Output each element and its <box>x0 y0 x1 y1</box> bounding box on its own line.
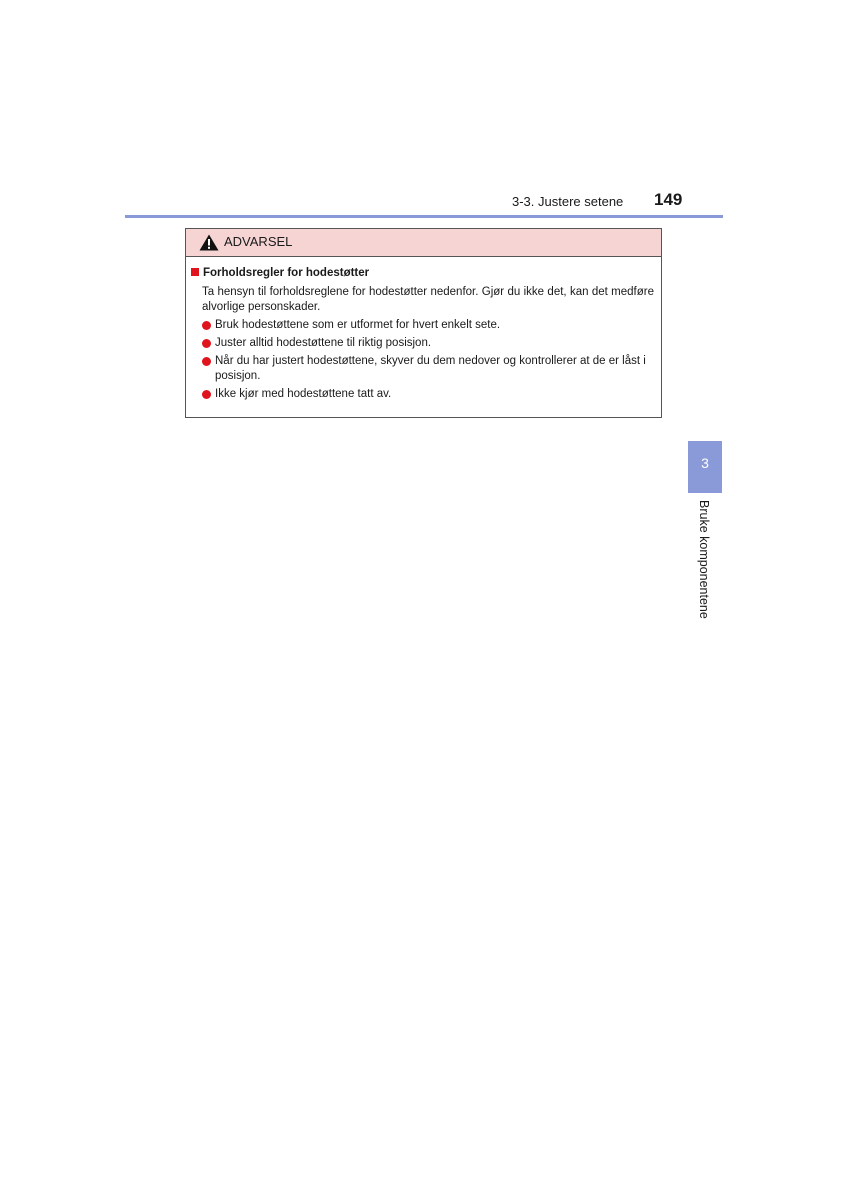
bullet-dot-icon <box>202 390 211 399</box>
bullet-dot-icon <box>202 339 211 348</box>
square-bullet-icon <box>191 268 199 276</box>
list-item-text: Når du har justert hodestøttene, skyver du dem nedover og kontrollerer at de er låst i posisjon. <box>215 355 646 382</box>
chapter-tab <box>688 441 722 493</box>
list-item-text: Juster alltid hodestøttene til riktig posisjon. <box>215 337 432 349</box>
bullet-dot-icon <box>202 321 211 330</box>
chapter-label: Bruke komponentene <box>697 500 711 619</box>
list-item <box>202 354 658 384</box>
warning-header <box>186 229 661 257</box>
header-divider <box>125 215 723 218</box>
list-item <box>202 318 658 333</box>
list-item-text: Ikke kjør med hodestøttene tatt av. <box>215 388 392 400</box>
list-item-text: Bruk hodestøttene som er utformet for hvert enkelt sete. <box>215 319 501 331</box>
warning-title: ADVARSEL <box>224 234 293 249</box>
warning-intro: Ta hensyn til forholdsreglene for hodestøtter nedenfor. Gjør du ikke det, kan det medføre alvorlige personskader. <box>202 286 654 313</box>
warning-box <box>185 228 662 418</box>
chapter-number: 3 <box>701 455 709 471</box>
bullet-dot-icon <box>202 357 211 366</box>
section-title: 3-3. Justere setene <box>512 194 624 209</box>
list-item <box>202 336 658 351</box>
list-item <box>202 387 658 402</box>
warning-heading <box>191 267 369 279</box>
warning-bullet-list <box>202 318 658 405</box>
warning-heading-text: Forholdsregler for hodestøtter <box>203 267 370 279</box>
warning-triangle-icon <box>199 234 219 251</box>
warning-body <box>186 257 661 417</box>
page-number: 149 <box>654 190 683 209</box>
